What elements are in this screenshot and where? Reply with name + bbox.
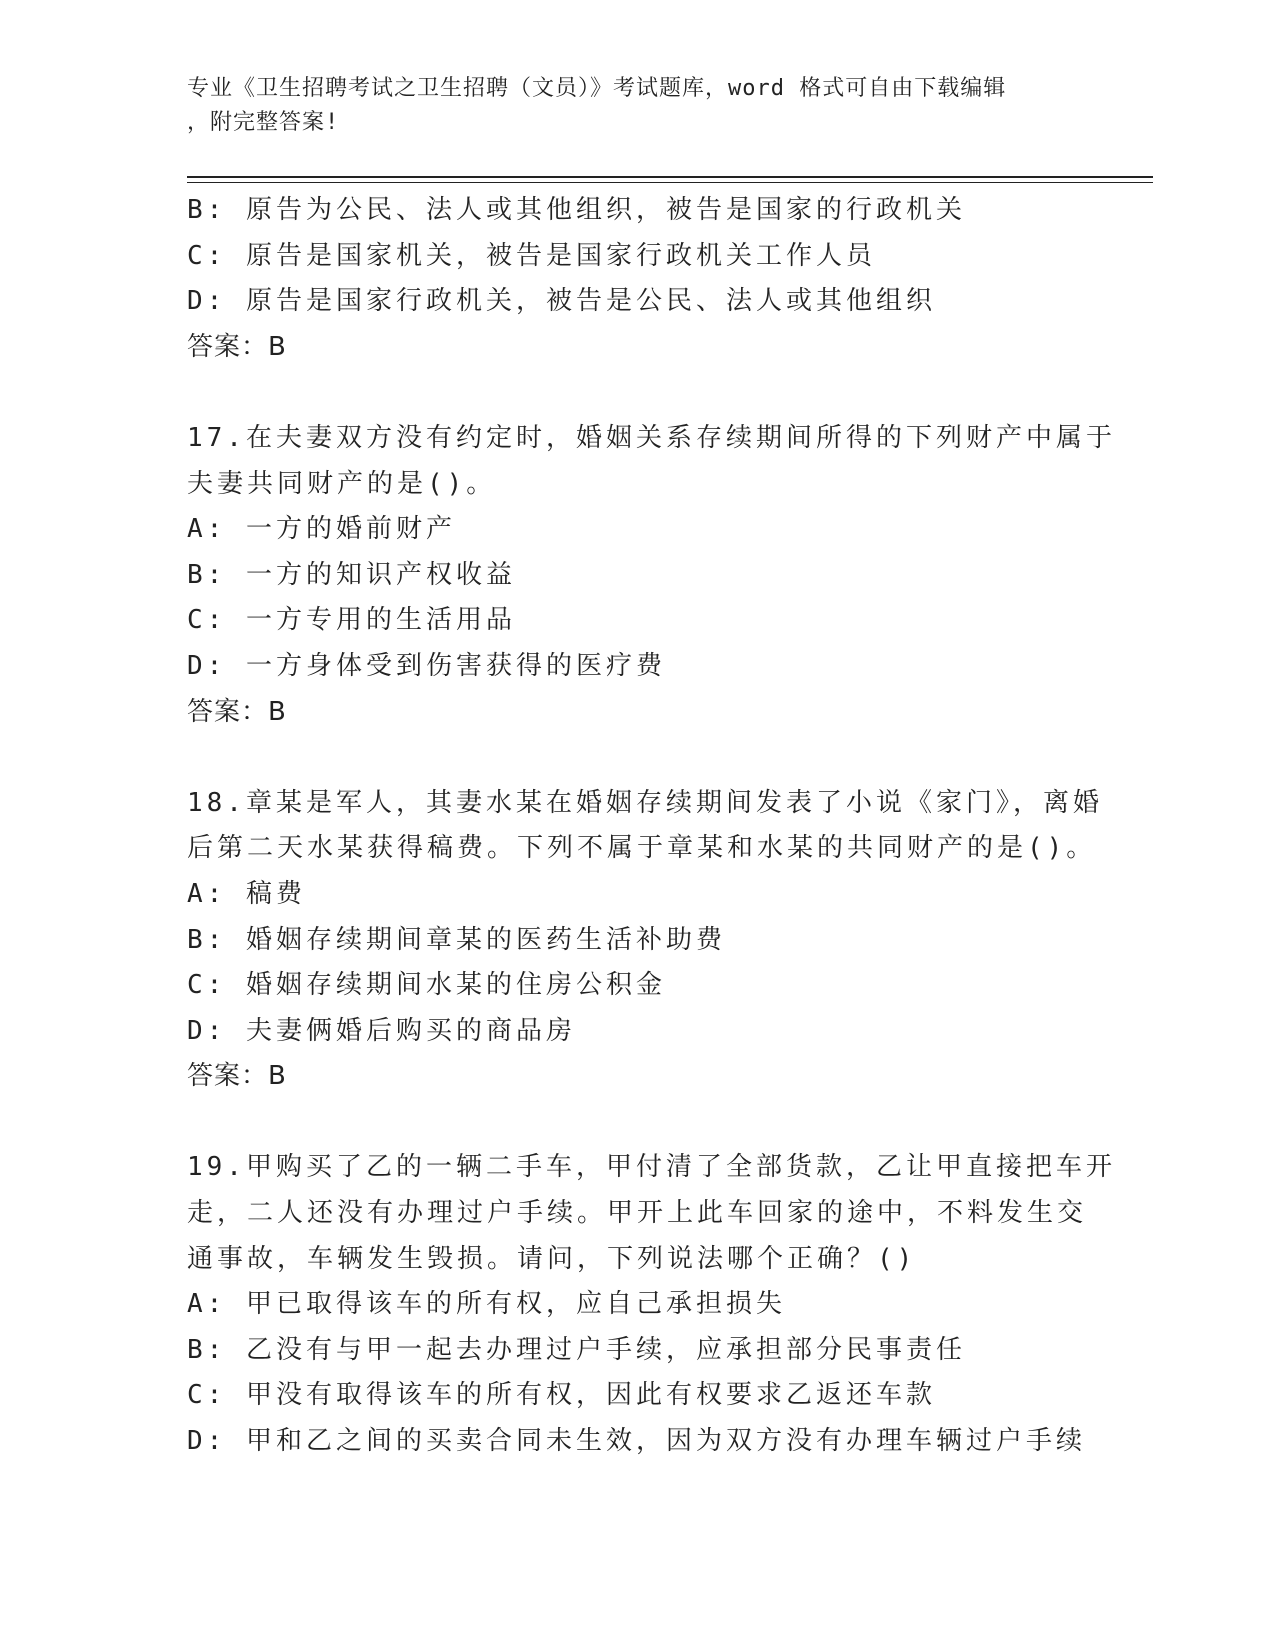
option-a: A: 一方的婚前财产 bbox=[187, 514, 456, 545]
question-list bbox=[187, 188, 1116, 1465]
spacer bbox=[187, 370, 1087, 416]
answer-line: 答案：B bbox=[187, 331, 287, 362]
document-header bbox=[187, 72, 1077, 140]
option-d: D: 甲和乙之间的买卖合同未生效，因为双方没有办理车辆过户手续 bbox=[187, 1426, 1086, 1457]
question-stem-line: 走，二人还没有办理过户手续。甲开上此车回家的途中，不料发生交 bbox=[187, 1198, 1088, 1229]
question-stem-line: 17.在夫妻双方没有约定时，婚姻关系存续期间所得的下列财产中属于 bbox=[187, 422, 1116, 453]
option-c: C: 原告是国家机关，被告是国家行政机关工作人员 bbox=[187, 240, 876, 271]
option-b: B: 原告为公民、法人或其他组织，被告是国家的行政机关 bbox=[187, 195, 966, 225]
option-a: A: 甲已取得该车的所有权，应自己承担损失 bbox=[187, 1289, 786, 1320]
header-rule-thin bbox=[187, 182, 1153, 183]
header-title-line-1: 专业《卫生招聘考试之卫生招聘（文员）》考试题库，word 格式可自由下载编辑 bbox=[187, 76, 1007, 101]
question-stem-line: 19.甲购买了乙的一辆二手车，甲付清了全部货款，乙让甲直接把车开 bbox=[187, 1152, 1116, 1183]
question-block-continued bbox=[187, 188, 1087, 370]
spacer bbox=[187, 1100, 1087, 1146]
option-d: D: 原告是国家行政机关，被告是公民、法人或其他组织 bbox=[187, 286, 936, 317]
option-c: C: 一方专用的生活用品 bbox=[187, 605, 516, 636]
option-b: B: 婚姻存续期间章某的医药生活补助费 bbox=[187, 924, 726, 955]
option-a: A: 稿费 bbox=[187, 878, 306, 909]
answer-line: 答案：B bbox=[187, 696, 287, 727]
option-b: B: 一方的知识产权收益 bbox=[187, 559, 516, 590]
option-b: B: 乙没有与甲一起去办理过户手续，应承担部分民事责任 bbox=[187, 1334, 966, 1365]
question-stem-line: 后第二天水某获得稿费。下列不属于章某和水某的共同财产的是()。 bbox=[187, 833, 1097, 864]
option-c: C: 甲没有取得该车的所有权，因此有权要求乙返还车款 bbox=[187, 1380, 936, 1411]
option-d: D: 夫妻俩婚后购买的商品房 bbox=[187, 1015, 576, 1046]
spacer bbox=[187, 735, 1087, 781]
header-rule-thick bbox=[187, 176, 1153, 178]
question-block-17 bbox=[187, 416, 1116, 735]
question-stem-line: 18.章某是军人，其妻水某在婚姻存续期间发表了小说《家门》，离婚 bbox=[187, 787, 1103, 818]
header-title-line-2: ，附完整答案! bbox=[187, 110, 340, 135]
question-block-18 bbox=[187, 781, 1103, 1100]
question-stem-line: 通事故，车辆发生毁损。请问，下列说法哪个正确？() bbox=[187, 1243, 917, 1274]
option-c: C: 婚姻存续期间水某的住房公积金 bbox=[187, 970, 666, 1001]
question-stem-line: 夫妻共同财产的是()。 bbox=[187, 468, 497, 499]
answer-line: 答案：B bbox=[187, 1061, 287, 1092]
question-block-19 bbox=[187, 1145, 1116, 1464]
option-d: D: 一方身体受到伤害获得的医疗费 bbox=[187, 650, 666, 681]
